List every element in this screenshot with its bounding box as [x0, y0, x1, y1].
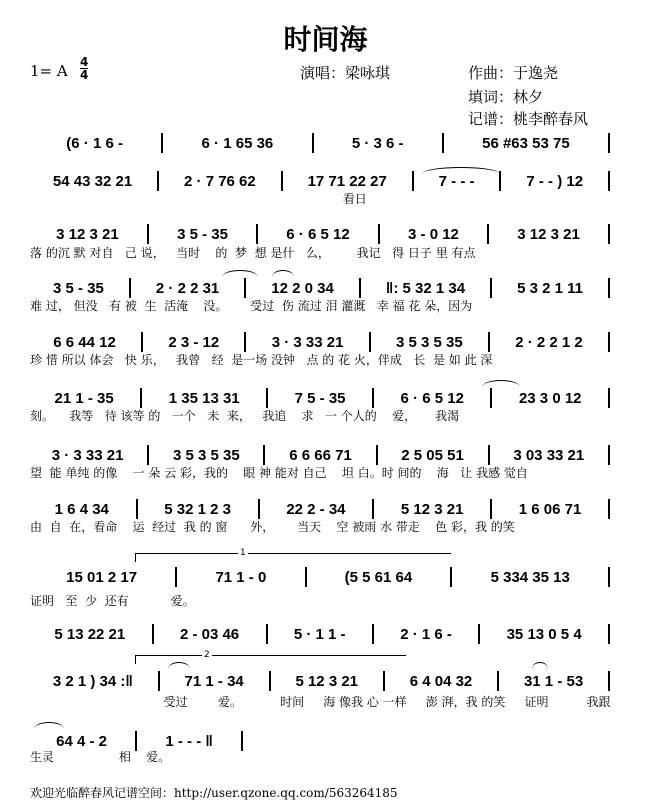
bar-line — [305, 567, 307, 587]
measure: 2 · 2 2 1 2 — [515, 333, 583, 351]
bar-line — [608, 224, 610, 244]
measure: 7 - - - — [438, 172, 475, 190]
slur-arc — [168, 662, 190, 669]
bar-line — [608, 332, 610, 352]
measure: 1 35 13 31 — [168, 389, 240, 407]
measure: 56 #63 53 75 — [482, 134, 570, 152]
measure: 5 · 1 1 - — [293, 625, 346, 643]
measure: 21 1 - 35 — [54, 389, 114, 407]
lyric-line: 落 的沉 默 对自 己 说， 当时 的 梦 想 是什 么， 我记 得 日子 里 有点 — [30, 246, 476, 260]
lyric-line: 证明 至 少 还有 爱。 — [30, 594, 195, 608]
measure: 5 32 1 2 3 — [164, 500, 231, 518]
measure: 3 12 3 21 — [56, 225, 119, 243]
bar-line — [147, 445, 149, 465]
measure: 7 5 - 35 — [294, 389, 346, 407]
measure: 23 3 0 12 — [518, 389, 582, 407]
bar-line — [378, 224, 380, 244]
bar-line — [383, 671, 385, 691]
measure: 3 · 3 33 21 — [271, 333, 344, 351]
lyric-line: 刻。 我等 待 该等 的 一个 未 来， 我追 求 一 个人的 爱， 我渴 — [30, 409, 460, 423]
lyric-line: 望 能 单纯 的像 一 朵 云 彩，我的 眼 神 能对 自己 坦 白。时 间的 海 让 我感 觉自 — [30, 466, 528, 480]
lyric-line: 看日 — [30, 192, 367, 206]
measure: 6 4 04 32 — [409, 672, 473, 690]
lyric-line: 受过 爱。 时间 海 像我 心 一样 澎 湃，我 的笑 证明 我跟 — [30, 695, 611, 709]
measure: 71 1 - 0 — [215, 568, 267, 586]
bar-line — [372, 499, 374, 519]
measure: 54 43 32 21 — [52, 172, 133, 190]
measure: 3 5 - 35 — [177, 225, 228, 243]
lyric-line: 由 自 在，看命 运 经过 我 的 窗 外， 当天 空 被雨 水 带走 色 彩，我 的笑 — [30, 520, 515, 534]
measure: 31 1 - 53 — [523, 672, 584, 690]
bar-line — [244, 332, 246, 352]
bar-line — [488, 332, 490, 352]
time-sig-top: 4 — [80, 55, 89, 69]
bar-line — [372, 624, 374, 644]
measure: 1 6 06 71 — [518, 500, 582, 518]
measure: 5 12 3 21 — [295, 672, 359, 690]
bar-line — [244, 278, 246, 298]
bar-line — [372, 388, 374, 408]
measure: 5 13 22 21 — [54, 625, 126, 643]
measure: 6 · 6 5 12 — [286, 225, 350, 243]
notation-row — [30, 669, 612, 693]
bar-line — [487, 224, 489, 244]
measure: 2 - 03 46 — [179, 625, 240, 643]
bar-line — [256, 224, 258, 244]
bar-line — [161, 133, 163, 153]
bar-line — [147, 224, 149, 244]
bar-line — [608, 567, 610, 587]
transcriber: 记谱：桃李醉春风 — [468, 110, 589, 128]
measure: 1 - - - ‖ — [165, 732, 213, 750]
measure: 35 13 0 5 4 — [506, 625, 582, 643]
bar-line — [135, 731, 137, 751]
bar-line — [312, 133, 314, 153]
song-title: 时间海 — [283, 23, 368, 56]
measure: 5 12 3 21 — [400, 500, 464, 518]
composer: 作曲：于逸尧 — [468, 64, 559, 82]
measure: (5 5 61 64 — [344, 568, 413, 586]
measure: 7 - - ) 12 — [526, 172, 584, 190]
tie-arc — [422, 167, 500, 174]
notation-row — [30, 276, 612, 300]
measure: 3 · 3 33 21 — [51, 446, 124, 464]
measure: 6 6 44 12 — [53, 333, 116, 351]
bar-line — [442, 133, 444, 153]
measure: 3 5 - 35 — [53, 279, 104, 297]
bar-line — [608, 624, 610, 644]
lyric-line: 珍 惜 所以 体会 快 乐， 我曾 经 是一场 没钟 点 的 花 火，伴成 长 是 如 此 深 — [30, 353, 493, 367]
bar-line — [490, 278, 492, 298]
slur-arc — [482, 380, 520, 387]
bar-line — [241, 731, 243, 751]
bar-line — [490, 388, 492, 408]
bar-line — [490, 499, 492, 519]
notation-row — [30, 386, 612, 410]
bar-line — [141, 332, 143, 352]
measure: 3 12 3 21 — [517, 225, 580, 243]
bar-line — [608, 499, 610, 519]
measure: 2 5 05 51 — [401, 446, 464, 464]
singer: 演唱：梁咏琪 — [300, 64, 391, 82]
measure: 1 6 4 34 — [54, 500, 109, 518]
volta-1-label: 1 — [240, 548, 246, 558]
lyric-line: 难 过， 但没 有 被 生 活淹 没。 受过 伤 流过 泪 灌溉 幸 福 花 朵，因为 — [30, 299, 473, 313]
bar-line — [269, 671, 271, 691]
bar-line — [608, 278, 610, 298]
bar-line — [488, 445, 490, 465]
bar-line — [152, 624, 154, 644]
measure: 2 · 2 2 31 — [155, 279, 220, 297]
measure: 2 · 7 76 62 — [184, 172, 256, 190]
slur-arc — [222, 270, 258, 277]
notation-row — [30, 565, 612, 589]
notation-row — [30, 330, 612, 354]
notation-row — [30, 169, 612, 193]
bar-line — [608, 171, 610, 191]
measure: 17 71 22 27 — [307, 172, 387, 190]
bar-line — [608, 133, 610, 153]
bar-line — [359, 278, 361, 298]
measure: 2 3 - 12 — [168, 333, 220, 351]
measure: (6 · 1 6 - — [66, 134, 123, 152]
measure: 22 2 - 34 — [286, 500, 346, 518]
notation-row — [30, 443, 612, 467]
slur-arc — [532, 662, 548, 669]
bar-line — [263, 445, 265, 465]
bar-line — [258, 499, 260, 519]
notation-row — [30, 131, 612, 155]
measure: 15 01 2 17 — [66, 568, 138, 586]
measure: 3 5 3 5 35 — [395, 333, 463, 351]
bar-line — [136, 499, 138, 519]
lyric-line: 生灵 相 爱。 — [30, 750, 171, 764]
bar-line — [369, 332, 371, 352]
bar-line — [497, 671, 499, 691]
measure: 5 · 3 6 - — [351, 134, 404, 152]
time-signature — [80, 56, 88, 81]
bar-line — [266, 624, 268, 644]
measure: 5 3 2 1 11 — [517, 279, 583, 297]
measure: 12 2 0 34 — [271, 279, 334, 297]
notation-row — [30, 497, 612, 521]
bar-line — [478, 624, 480, 644]
bar-line — [157, 171, 159, 191]
measure: 3 - 0 12 — [408, 225, 459, 243]
bar-line — [412, 171, 414, 191]
slur-arc — [34, 722, 64, 729]
measure: 3 2 1 ) 34 :‖ — [52, 672, 133, 690]
bar-line — [266, 388, 268, 408]
time-sig-bottom: 4 — [80, 68, 89, 82]
measure: 2 · 1 6 - — [400, 625, 452, 643]
bar-line — [608, 671, 610, 691]
bar-line — [281, 171, 283, 191]
bar-line — [158, 671, 160, 691]
measure: 6 6 66 71 — [289, 446, 352, 464]
measure: 3 5 3 5 35 — [172, 446, 240, 464]
bar-line — [608, 388, 610, 408]
measure: 6 · 1 65 36 — [201, 134, 274, 152]
measure: ‖: 5 32 1 34 — [385, 279, 466, 297]
measure: 3 03 33 21 — [513, 446, 585, 464]
lyricist: 填词：林夕 — [468, 88, 544, 106]
volta-1-bracket — [135, 548, 451, 562]
key-signature: 1= A — [30, 62, 68, 80]
bar-line — [129, 278, 131, 298]
bar-line — [450, 567, 452, 587]
notation-row — [30, 222, 612, 246]
slur-arc — [272, 270, 294, 277]
bar-line — [175, 567, 177, 587]
footer-credit: 欢迎光临醉春风记谱空间：http://user.qzone.qq.com/563264185 — [30, 786, 398, 800]
measure: 6 · 6 5 12 — [400, 389, 464, 407]
volta-2-label: 2 — [204, 650, 210, 660]
notation-row — [30, 622, 612, 646]
measure: 5 334 35 13 — [490, 568, 570, 586]
bar-line — [140, 388, 142, 408]
bar-line — [376, 445, 378, 465]
bar-line — [608, 445, 610, 465]
measure: 64 4 - 2 — [56, 732, 108, 750]
bar-line — [499, 171, 501, 191]
measure: 71 1 - 34 — [184, 672, 244, 690]
